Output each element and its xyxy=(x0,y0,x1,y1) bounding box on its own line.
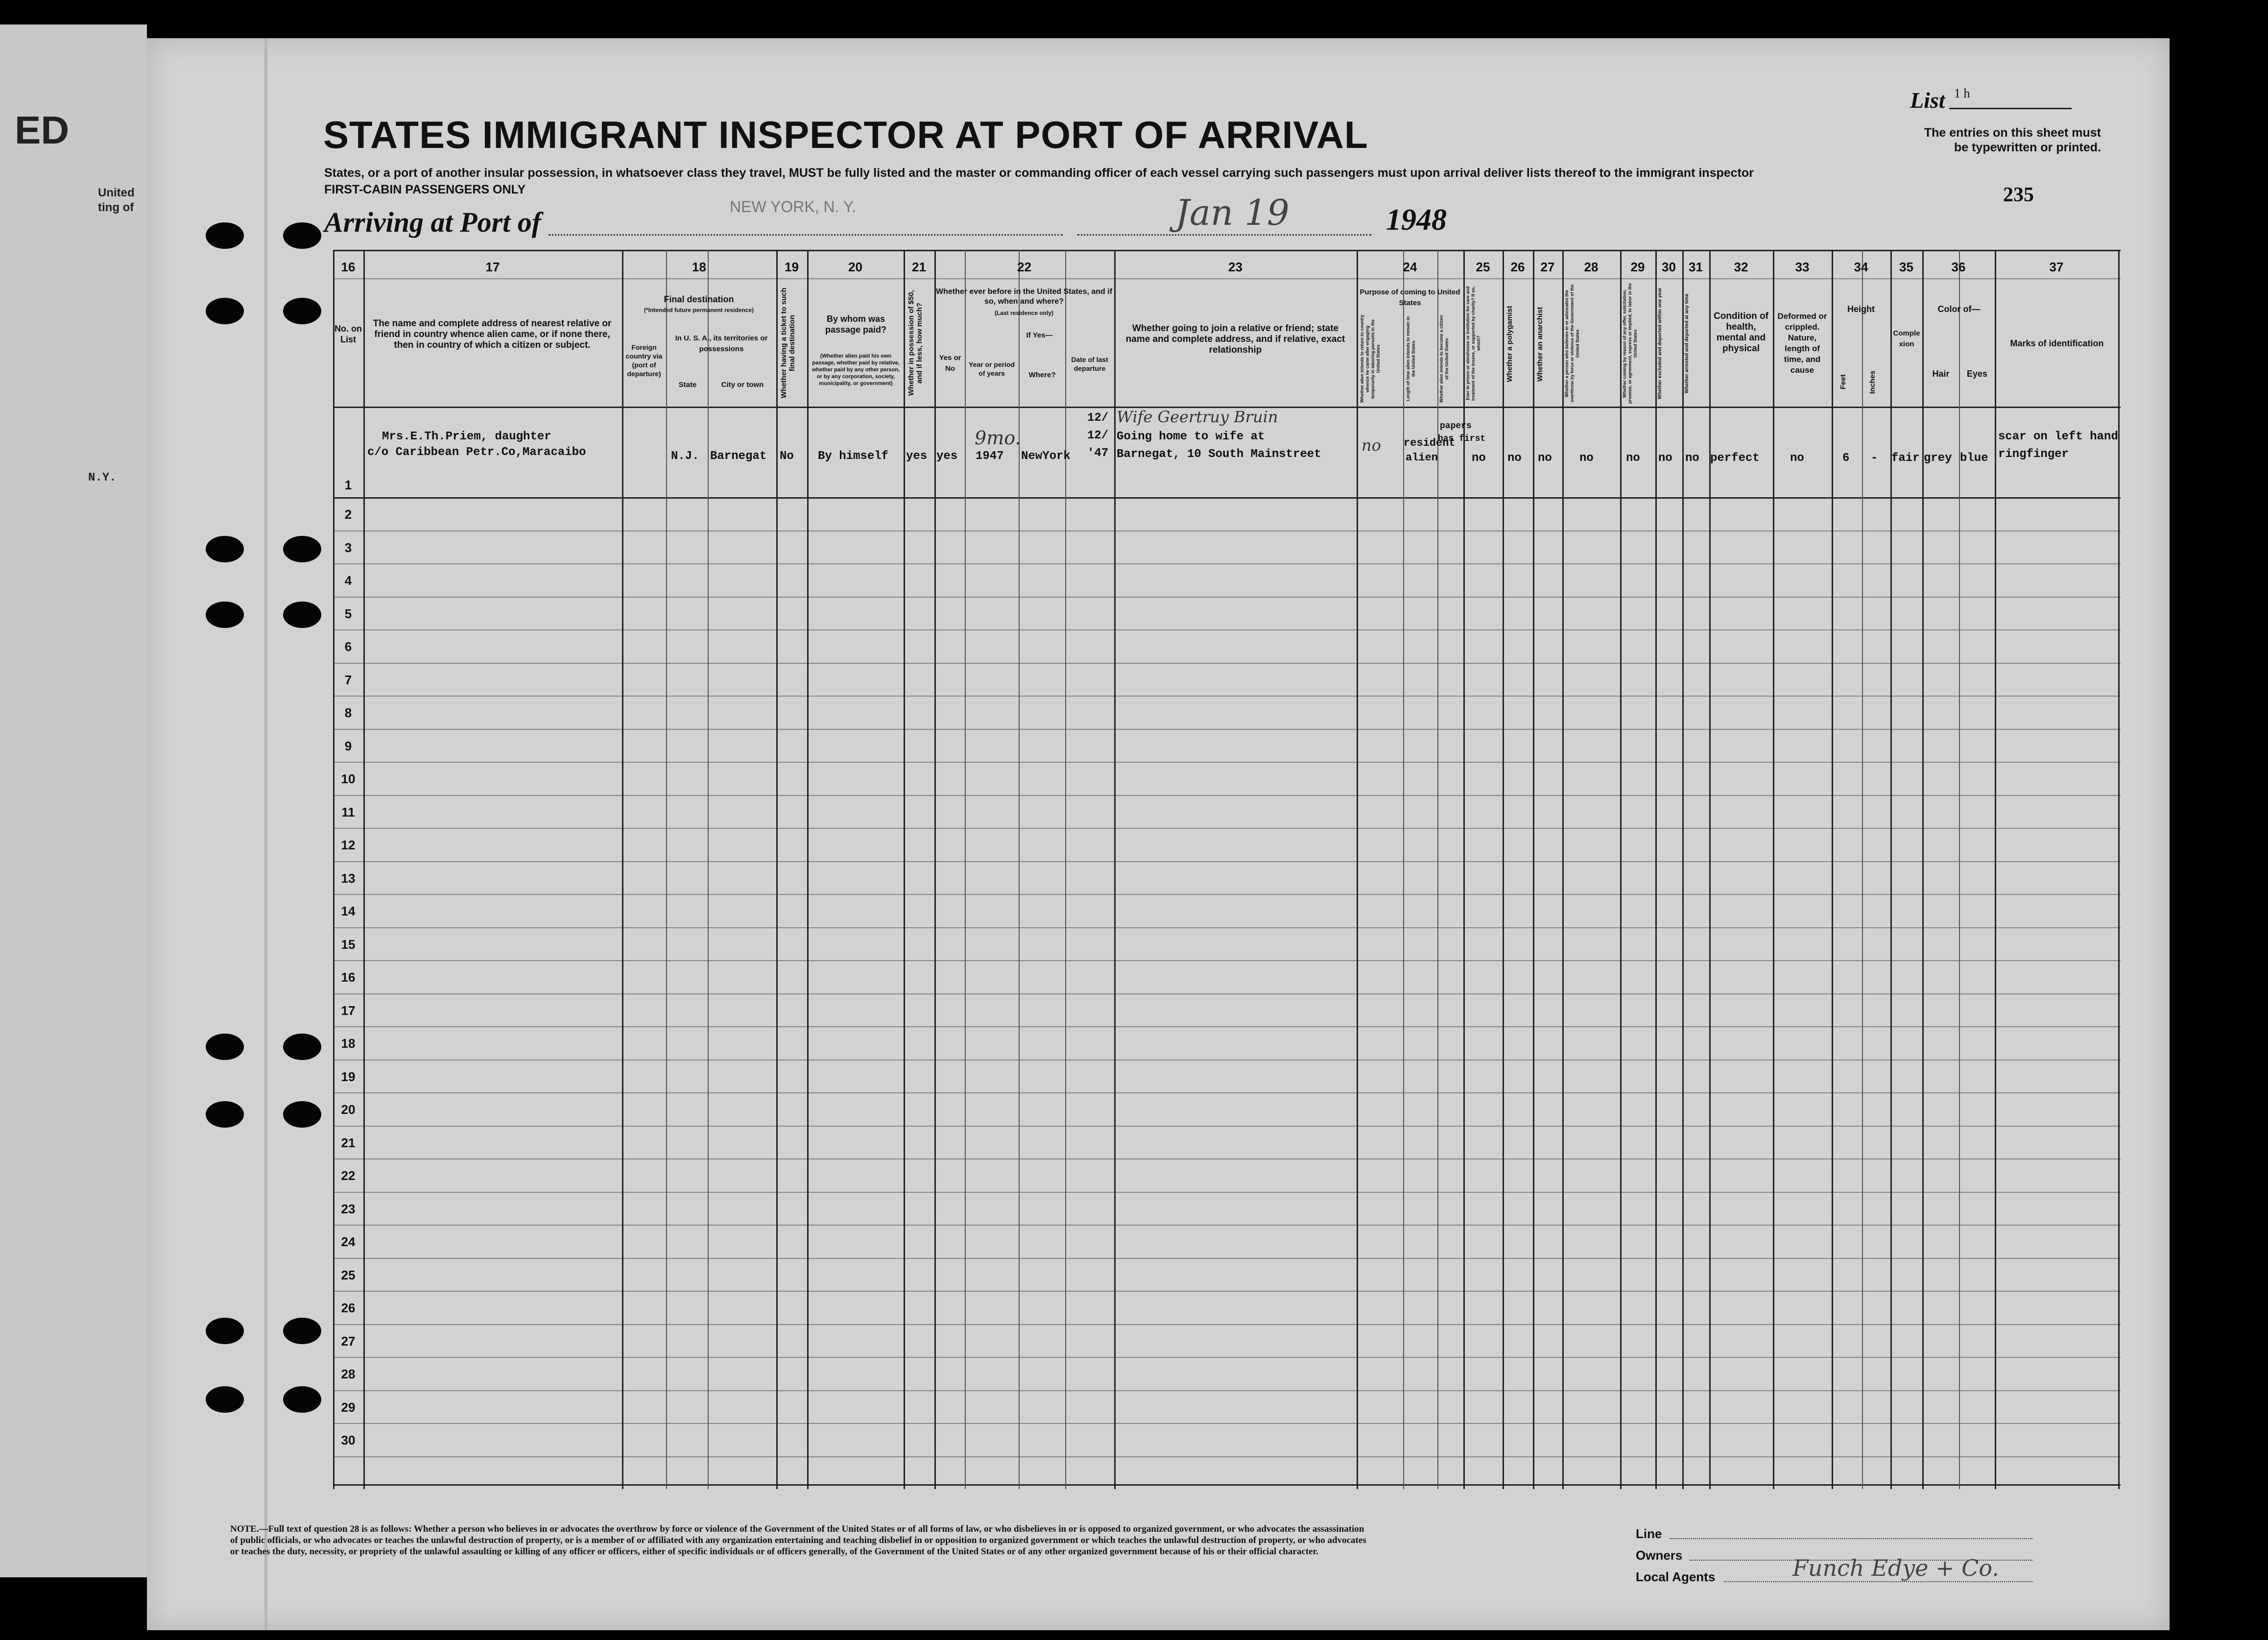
footer-note: NOTE.—Full text of question 28 is as follows: Whether a person who believes in or advocates the overthrow by force or violence of the Government of the United States or of all forms of law, or who disbelieves in or is opposed to organized government, or who advocates the assassination of public officials, or who advocates or teaches the unlawful destruction of property, or is a member of or affiliated with any organization entertaining and teaching disbelief in or opposition to organized government or which teaches the unlawful destruction of property, or who advocates or teaches the duty, necessity, or propriety of the unlawful assaulting or killing of any officer or officers, either of specific individuals or of officers generally, of the Government of the United States or of any other organized government because of his or their official character. xyxy=(230,1524,1366,1557)
header-col23: Whether going to join a relative or friend; state name and complete address, and if relative, exact relationship xyxy=(1125,323,1345,355)
header-col28: Whether a person who believes in or advocates the overthrow by force or violence of the Government of the United States xyxy=(1564,284,1580,403)
col-border xyxy=(1862,250,1863,1489)
row-line xyxy=(333,993,2121,994)
header-col18-foreign: Foreign country via (port of departure) xyxy=(625,343,663,378)
date-handwritten: Jan 19 xyxy=(1175,192,1289,233)
header-col34-inches: Inches xyxy=(1868,370,1877,394)
header-col22-where: Where? xyxy=(1028,371,1056,379)
colnum-37: 37 xyxy=(2049,260,2064,274)
colnum-divider xyxy=(333,278,2121,279)
entry-year: 1947 xyxy=(976,450,1004,463)
row-number: 8 xyxy=(344,705,352,720)
header-col22-ifyes: If Yes— xyxy=(1026,331,1053,339)
row-number: 23 xyxy=(341,1201,356,1216)
punch-hole xyxy=(206,602,244,628)
punch-hole xyxy=(283,536,321,562)
header-col18-usa: In U. S. A., its territories or possessions xyxy=(675,334,768,353)
col-border xyxy=(622,250,623,1489)
entry-anarchist: no xyxy=(1538,452,1552,465)
row-number: 22 xyxy=(341,1168,356,1183)
entry-state: N.J. xyxy=(671,450,699,463)
col-border xyxy=(1995,250,1996,1489)
header-col20-sub: (Whether alien paid his own passage, whether paid by relative, whether paid by any other person, or by any corporation, society, municipality, or government) xyxy=(812,353,900,386)
entry-city: Barnegat xyxy=(710,450,767,463)
row-line xyxy=(333,1390,2121,1391)
colnum-25: 25 xyxy=(1476,260,1490,274)
table-bottom xyxy=(333,1484,2121,1486)
entry-complexion: fair xyxy=(1891,452,1920,465)
header-col22-sub: (Last residence only) xyxy=(994,310,1054,316)
row-line xyxy=(333,1060,2121,1061)
subtitle-line-1: States, or a port of another insular possession, in whatsoever class they travel, MUST be fully listed and the master or commanding officer of each vessel carrying such passengers must upon arrival deliver lists thereof to the immigrant inspector xyxy=(324,166,1754,180)
entry-period-handwritten: 9mo. xyxy=(975,427,1021,449)
header-col18-title: Final destination xyxy=(664,294,734,304)
line-rule xyxy=(1670,1538,2032,1539)
row-line xyxy=(333,729,2121,730)
page-number: 235 xyxy=(2003,184,2034,206)
row-number: 16 xyxy=(341,970,356,985)
col-border xyxy=(1403,250,1404,1489)
row-line xyxy=(333,1192,2121,1193)
subtitle-line-2: FIRST-CABIN PASSENGERS ONLY xyxy=(324,183,526,196)
row-line xyxy=(333,1158,2121,1159)
col-border xyxy=(1620,250,1622,1489)
colnum-32: 32 xyxy=(1734,260,1748,274)
date-line xyxy=(1077,234,1371,236)
col-border xyxy=(1682,250,1684,1489)
punch-hole xyxy=(206,536,244,562)
adjacent-page-strip xyxy=(0,24,147,1577)
row-number: 7 xyxy=(344,672,352,687)
colnum-31: 31 xyxy=(1689,260,1703,274)
header-col24-b: Length of time alien intends to remain in the United States xyxy=(1406,316,1416,402)
punch-hole xyxy=(206,1386,244,1413)
col-border xyxy=(934,250,936,1489)
col-border xyxy=(2118,250,2120,1489)
row-line xyxy=(333,960,2121,961)
entry-arrested: no xyxy=(1685,452,1699,465)
col-border xyxy=(708,250,709,1489)
list-label: List xyxy=(1910,88,1945,113)
row-number: 15 xyxy=(341,937,356,952)
note-line-2: be typewritten or printed. xyxy=(1954,141,2101,154)
entry-overthrow: no xyxy=(1579,452,1594,465)
list-line xyxy=(1949,108,2072,109)
header-col24: Purpose of coming to United States xyxy=(1360,288,1460,307)
row-line xyxy=(333,762,2121,763)
header-col21: Whether in possession of $50, and if less, how much? xyxy=(907,290,924,396)
row-line xyxy=(333,861,2121,862)
row-line xyxy=(333,1026,2121,1027)
col-border xyxy=(1655,250,1657,1489)
punch-hole xyxy=(206,298,244,324)
header-col22-date: Date of last departure xyxy=(1071,356,1108,372)
row-line xyxy=(333,597,2121,598)
row-line xyxy=(333,629,2121,630)
owners-label: Owners xyxy=(1636,1548,1683,1563)
manifest-table xyxy=(333,250,2121,1489)
punch-hole xyxy=(283,1318,321,1344)
arriving-label: Arriving at Port of xyxy=(324,206,542,238)
row-line xyxy=(333,696,2121,697)
row-number: 27 xyxy=(341,1333,356,1349)
entry-polygamist: no xyxy=(1507,452,1522,465)
colnum-28: 28 xyxy=(1584,260,1599,274)
header-col18-city: City or town xyxy=(721,381,764,389)
colnum-35: 35 xyxy=(1899,260,1913,274)
col-border xyxy=(1959,250,1960,1489)
row-line xyxy=(333,894,2121,895)
list-value: 1 h xyxy=(1954,86,1970,100)
col-border xyxy=(1709,250,1711,1489)
header-col26: Whether a polygamist xyxy=(1505,306,1514,383)
header-col18-sub: (*Intended future permanent residence) xyxy=(644,307,754,314)
header-col24-c: Whether alien intends to become a citizen of the United States xyxy=(1439,314,1449,403)
note-line-1: The entries on this sheet must xyxy=(1924,126,2101,140)
year-value: 1948 xyxy=(1386,203,1447,237)
entry-departure-2: 12/ xyxy=(1087,429,1109,442)
form-title: STATES IMMIGRANT INSPECTOR AT PORT OF ARRIVAL xyxy=(323,113,1368,156)
entry-ticket: No xyxy=(780,450,794,463)
edge-row-value: N.Y. xyxy=(88,471,117,484)
entry-feet: 6 xyxy=(1842,452,1850,465)
colnum-19: 19 xyxy=(785,260,799,274)
row-number: 24 xyxy=(341,1234,356,1249)
colnum-23: 23 xyxy=(1228,260,1242,274)
col-border xyxy=(965,250,966,1489)
entry-departure-3: '47 xyxy=(1087,447,1109,460)
header-col20-title: By whom was passage paid? xyxy=(825,314,887,335)
header-col36-eyes: Eyes xyxy=(1966,369,1988,379)
col-border xyxy=(1114,250,1116,1489)
punch-hole xyxy=(206,1101,244,1128)
header-col22-year: Year or period of years xyxy=(968,361,1015,377)
col-border xyxy=(1065,250,1066,1489)
header-col34-feet: Feet xyxy=(1839,374,1847,390)
row-number: 13 xyxy=(341,870,356,886)
colnum-33: 33 xyxy=(1795,260,1810,274)
col-border xyxy=(1533,250,1534,1489)
row-line xyxy=(333,1126,2121,1127)
row-line xyxy=(333,1258,2121,1259)
agents-label: Local Agents xyxy=(1636,1569,1716,1584)
colnum-27: 27 xyxy=(1540,260,1555,274)
colnum-24: 24 xyxy=(1403,260,1417,274)
row-number: 5 xyxy=(344,606,352,621)
entry-relative-line1: Mrs.E.Th.Priem, daughter xyxy=(382,430,551,443)
header-col37: Marks of identification xyxy=(2010,338,2104,348)
edge-line-1: United xyxy=(98,186,135,199)
punch-hole xyxy=(283,602,321,628)
entry-length-2: alien xyxy=(1406,452,1438,464)
row-number: 12 xyxy=(341,838,356,852)
header-col17: The name and complete address of nearest relative or friend in country whence alien came, or if none there, then in country of which a citizen or subject. xyxy=(373,318,612,350)
punch-hole xyxy=(206,1318,244,1344)
row-number: 14 xyxy=(341,904,356,918)
row-number: 10 xyxy=(341,772,356,786)
colnum-20: 20 xyxy=(848,260,862,274)
row-number: 21 xyxy=(341,1135,356,1150)
col-border xyxy=(1562,250,1564,1489)
entry-citizen-2: papers xyxy=(1440,421,1472,431)
colnum-30: 30 xyxy=(1662,260,1676,274)
entry-offer: no xyxy=(1626,452,1640,465)
col-border xyxy=(1890,250,1892,1489)
punch-hole xyxy=(206,222,244,249)
row-number: 9 xyxy=(344,738,352,753)
row1-bottom xyxy=(333,497,2121,499)
form-subtitle xyxy=(324,165,1754,198)
entry-health: perfect xyxy=(1710,452,1760,465)
port-value: NEW YORK, N. Y. xyxy=(730,198,856,216)
row-number: 17 xyxy=(341,1003,356,1018)
header-col29: Whether coming by reason of any offer, solicitation, promise, or agreement, express or implied, to labor in the United States xyxy=(1622,283,1638,404)
entry-join-handwritten: Wife Geertruy Bruin xyxy=(1117,408,1278,426)
row-number: 19 xyxy=(341,1069,356,1084)
colnum-17: 17 xyxy=(485,260,500,274)
row-number: 30 xyxy=(341,1433,356,1447)
row-line xyxy=(333,795,2121,796)
header-col31: Whether arrested and deported at any time xyxy=(1684,293,1690,393)
row-number: 26 xyxy=(341,1301,356,1315)
entry-before: yes xyxy=(936,450,958,463)
row-line xyxy=(333,663,2121,664)
row-line xyxy=(333,927,2121,928)
header-col36-hair: Hair xyxy=(1932,369,1950,379)
header-col25: Ever in prison or almshouse or institution for care and treatment of the insane, or supported by charity? If so, which? xyxy=(1465,286,1481,401)
entry-fifty: yes xyxy=(906,450,928,463)
entry-join-line2: Barnegat, 10 South Mainstreet xyxy=(1117,448,1321,461)
row-line xyxy=(333,563,2121,564)
typewritten-note xyxy=(1861,125,2101,155)
row-number: 2 xyxy=(344,507,352,522)
col-border xyxy=(1922,250,1924,1489)
row-line xyxy=(333,828,2121,829)
header-col27: Whether an anarchist xyxy=(1536,307,1544,382)
row-line xyxy=(333,1092,2121,1093)
header-col24-a: Whether alien intends to return to country whence he came after engaging temporarily in laboring pursuits in the United States xyxy=(1360,314,1381,403)
row-number: 25 xyxy=(341,1267,356,1282)
row-number: 4 xyxy=(344,573,352,588)
agents-handwritten: Funch Edye + Co. xyxy=(1792,1555,1999,1581)
header-col22-yesno: Yes or No xyxy=(939,354,961,373)
row-number: 20 xyxy=(341,1102,356,1117)
col-border xyxy=(807,250,809,1489)
entry-where: NewYork xyxy=(1021,450,1071,463)
col-border xyxy=(776,250,778,1489)
row-number: 11 xyxy=(341,804,355,820)
row-line xyxy=(333,1456,2121,1457)
colnum-22: 22 xyxy=(1017,260,1031,274)
header-col35: Complexion xyxy=(1893,329,1920,348)
col-border xyxy=(1503,250,1504,1489)
port-line xyxy=(549,234,1063,236)
col-border xyxy=(1832,250,1833,1489)
header-col32: Condition of health, mental and physical xyxy=(1714,311,1768,354)
entry-marks-line2: ringfinger xyxy=(1998,448,2069,461)
entry-deformed: no xyxy=(1790,452,1804,465)
punch-hole xyxy=(283,298,321,324)
entry-citizen-1: has first xyxy=(1438,434,1486,444)
row-line xyxy=(333,1423,2121,1424)
row-number: 28 xyxy=(341,1367,356,1381)
col-border xyxy=(1773,250,1774,1489)
agents-rule xyxy=(1724,1581,2032,1582)
colnum-21: 21 xyxy=(912,260,926,274)
colnum-16: 16 xyxy=(341,260,356,274)
header-col36: Color of— xyxy=(1937,304,1981,314)
entry-prison: no xyxy=(1472,452,1486,465)
header-col18-state: State xyxy=(678,381,697,389)
top-border xyxy=(333,250,2121,251)
header-col34: Height xyxy=(1847,304,1875,314)
col-border xyxy=(1357,250,1358,1489)
header-col19: Whether having a ticket to such final destination xyxy=(780,288,796,398)
edge-line-2: ting of xyxy=(98,201,134,214)
col-border xyxy=(904,250,905,1489)
punch-hole xyxy=(283,1101,321,1128)
colnum-18: 18 xyxy=(692,260,706,274)
entry-hair: grey xyxy=(1924,452,1952,465)
entry-purpose-handwritten: no xyxy=(1361,436,1381,455)
entry-excluded: no xyxy=(1658,452,1672,465)
colnum-29: 29 xyxy=(1630,260,1645,274)
entry-inches: - xyxy=(1871,452,1878,465)
row-line xyxy=(333,1324,2121,1325)
colnum-34: 34 xyxy=(1854,260,1868,274)
punch-hole xyxy=(283,1386,321,1413)
punch-hole xyxy=(206,1034,244,1060)
edge-title: ED xyxy=(15,108,70,152)
header-col33: Deformed or crippled. Nature, length of time, and cause xyxy=(1777,312,1827,375)
row-line xyxy=(333,1357,2121,1358)
entry-length-1: resident xyxy=(1404,437,1456,449)
entry-marks-line1: scar on left hand xyxy=(1998,430,2118,443)
row-number: 1 xyxy=(344,478,352,492)
header-no-on-list: No. on List xyxy=(334,324,362,344)
colnum-26: 26 xyxy=(1510,260,1525,274)
row-number: 3 xyxy=(344,540,352,555)
line-label: Line xyxy=(1636,1526,1662,1541)
entry-passage: By himself xyxy=(818,450,889,463)
col-border xyxy=(666,250,667,1489)
entry-join-line1: Going home to wife at xyxy=(1117,430,1265,443)
entry-departure-1: 12/ xyxy=(1087,411,1109,425)
punch-hole xyxy=(283,222,321,249)
colnum-36: 36 xyxy=(1951,260,1966,274)
punch-hole xyxy=(283,1034,321,1060)
entry-relative-line2: c/o Caribbean Petr.Co,Maracaibo xyxy=(367,446,586,459)
row-number: 29 xyxy=(341,1399,356,1415)
entry-eyes: blue xyxy=(1960,452,1988,465)
page-fold xyxy=(264,38,267,1630)
row-line xyxy=(333,1225,2121,1226)
col-border xyxy=(363,250,365,1489)
row-number: 18 xyxy=(341,1036,356,1051)
row-line xyxy=(333,1291,2121,1292)
row-number: 6 xyxy=(344,639,352,654)
header-col30: Whether excluded and deported within one year xyxy=(1657,288,1663,399)
header-col22-title: Whether ever before in the United States, and if so, when and where? xyxy=(935,288,1113,306)
